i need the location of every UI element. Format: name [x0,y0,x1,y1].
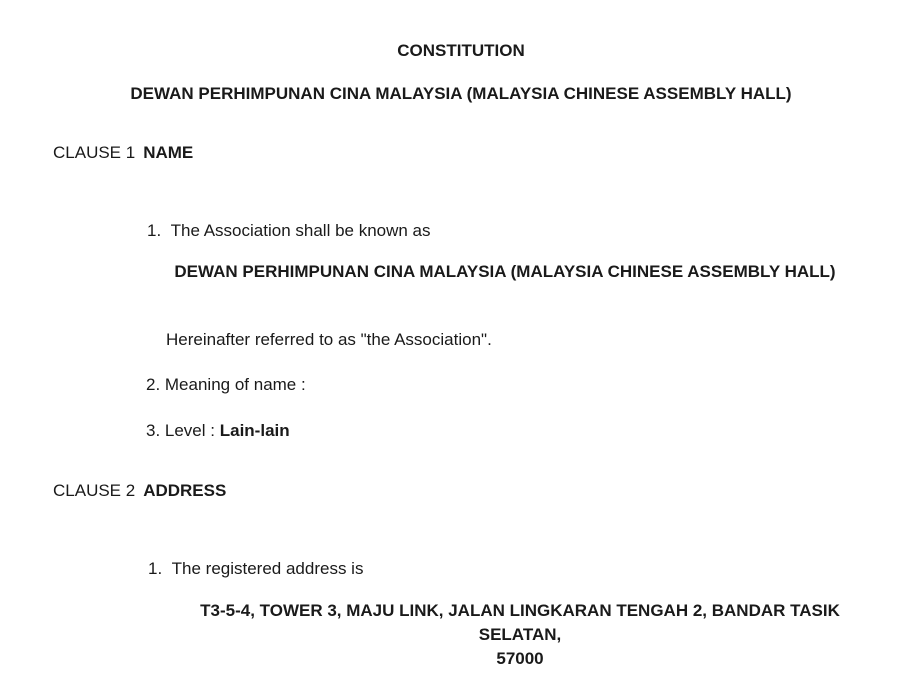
level-label: 3. Level : [146,421,215,440]
hereinafter-text: Hereinafter referred to as "the Association". [166,330,492,349]
registered-address [190,599,850,671]
clause-1-item-1-number: 1. [147,221,162,240]
document-title: CONSTITUTION [397,41,525,60]
clause-2-heading: ADDRESS [143,481,227,500]
clause-2-label: CLAUSE 2 [53,481,136,500]
level-line [146,421,290,441]
clause-2-item-1-number: 1. [148,559,163,578]
clause-1-label: CLAUSE 1 [53,143,136,162]
address-line-1: T3-5-4, TOWER 3, MAJU LINK, JALAN LINGKARAN TENGAH 2, BANDAR TASIK SELATAN, [200,601,840,644]
meaning-of-name: 2. Meaning of name : [146,375,306,394]
clause-1-item-1 [147,221,431,241]
address-postcode: 57000 [496,649,544,668]
clause-2-item-1-text: The registered address is [171,559,364,578]
document-subtitle: DEWAN PERHIMPUNAN CINA MALAYSIA (MALAYSIA CHINESE ASSEMBLY HALL) [130,84,792,103]
clause-1-item-1-text: The Association shall be known as [170,221,431,240]
clause-1-header [53,143,193,163]
association-name: DEWAN PERHIMPUNAN CINA MALAYSIA (MALAYSIA CHINESE ASSEMBLY HALL) [174,262,836,281]
clause-2-header [53,481,226,501]
clause-1-heading: NAME [143,143,194,162]
clause-2-item-1 [148,559,363,579]
level-value: Lain-lain [219,421,290,440]
